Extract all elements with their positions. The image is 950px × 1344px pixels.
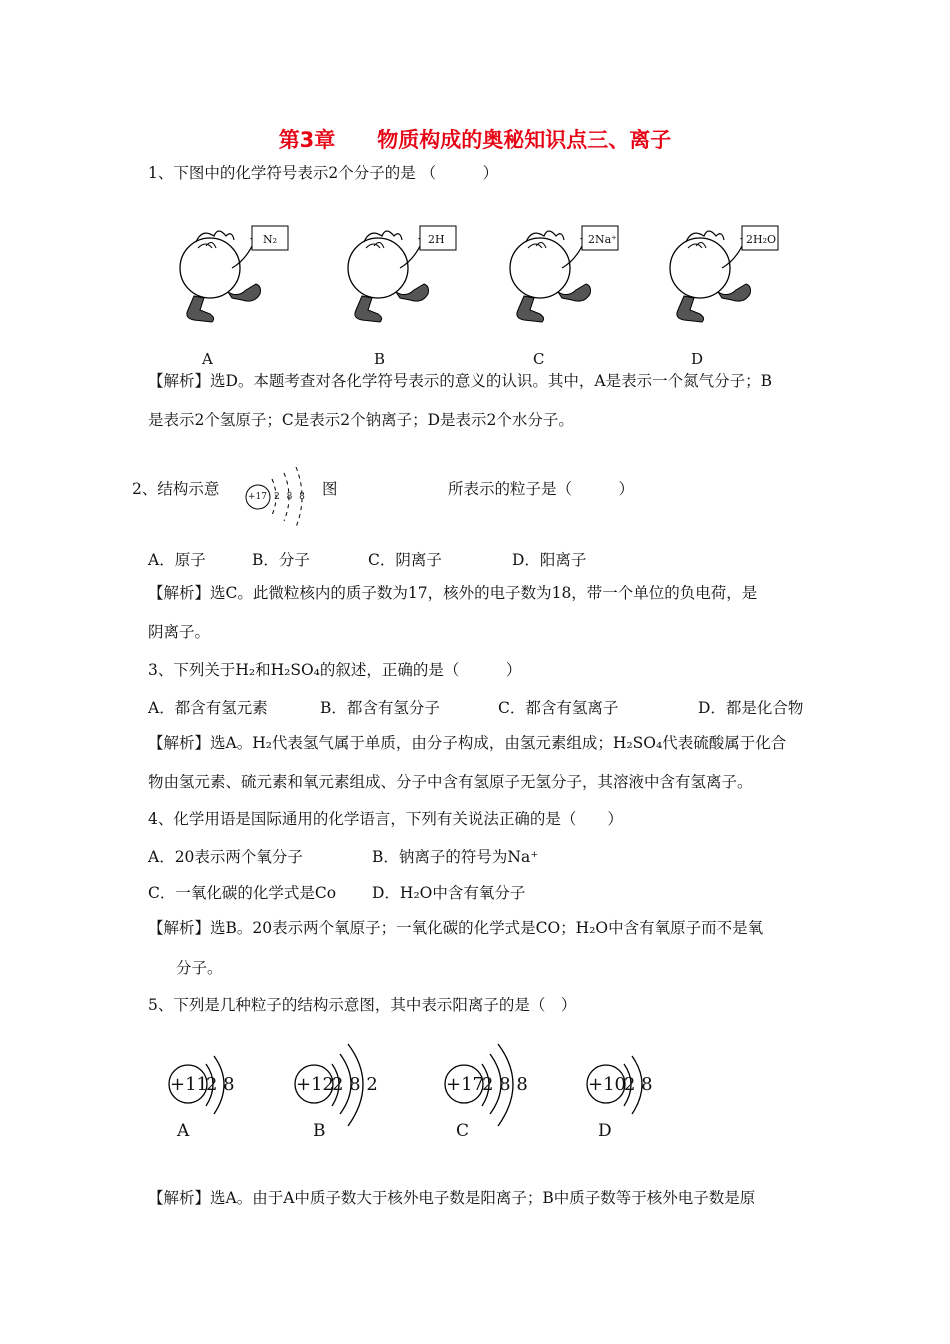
q3-option-c: C．都含有氢离子: [498, 699, 619, 717]
shell-label: 2 8: [206, 1074, 235, 1095]
question-4-text: 4、化学用语是国际通用的化学语言，下列有关说法正确的是（ ）: [148, 810, 623, 828]
diagram-label-d: D: [598, 1121, 612, 1141]
shell-label: 2 8 2: [332, 1074, 378, 1095]
analysis-2-line2: 阴离子。: [148, 623, 211, 641]
option-label-b: B: [374, 350, 386, 368]
diagram-label-b: B: [313, 1121, 326, 1141]
q2-option-a: A．原子: [148, 551, 206, 569]
nucleus-label: +17: [248, 492, 267, 502]
shell-label: 2 8 8: [482, 1074, 528, 1095]
analysis-3-line1: 【解析】选A。H₂代表氢气属于单质，由分子构成，由氢元素组成；H₂SO₄代表硫酸属于化合: [148, 734, 787, 752]
cartoon-b: [344, 220, 464, 325]
atom-diagram-d: [584, 1046, 664, 1130]
shell-label: 2 8: [624, 1074, 653, 1095]
card-text: 2H₂O: [746, 233, 777, 246]
q3-option-a: A．都含有氢元素: [148, 699, 268, 717]
cartoon-a: [176, 220, 296, 325]
q4-option-a: A．20表示两个氧分子: [148, 848, 303, 866]
analysis-1-line1: 【解析】选D。本题考查对各化学符号表示的意义的认识。其中，A是表示一个氮气分子；B: [148, 372, 773, 390]
atom-diagram-chlorine: [244, 465, 314, 533]
atom-diagram-a: [166, 1046, 246, 1130]
analysis-1-line2: 是表示2个氢原子；C是表示2个钠离子；D是表示2个水分子。: [148, 411, 574, 429]
option-label-c: C: [533, 350, 545, 368]
question-2-suffix: 图: [322, 480, 338, 498]
nucleus-label: +17: [446, 1074, 484, 1095]
nucleus-label: +11: [170, 1074, 208, 1095]
q4-option-c: C．一氧化碳的化学式是Co: [148, 884, 337, 902]
question-1-text: 1、下图中的化学符号表示2个分子的是 （ ）: [148, 164, 499, 182]
diagram-label-a: A: [177, 1121, 190, 1141]
q2-option-d: D．阳离子: [512, 551, 587, 569]
analysis-5-line1: 【解析】选A。由于A中质子数大于核外电子数是阳离子；B中质子数等于核外电子数是原: [148, 1189, 756, 1207]
card-text: 2Na⁺: [588, 233, 617, 246]
question-2-tail: 所表示的粒子是（ ）: [448, 480, 635, 498]
analysis-4-line2: 分子。: [176, 959, 223, 977]
page-title: 第3章 物质构成的奥秘知识点三、离子: [278, 128, 672, 152]
option-label-d: D: [691, 350, 704, 368]
q3-option-d: D．都是化合物: [698, 699, 804, 717]
q2-option-c: C．阴离子: [368, 551, 442, 569]
question-3-text: 3、下列关于H₂和H₂SO₄的叙述，正确的是（ ）: [148, 661, 522, 679]
analysis-2-line1: 【解析】选C。此微粒核内的质子数为17，核外的电子数为18，带一个单位的负电荷，是: [148, 584, 758, 602]
card-text: 2H: [428, 233, 445, 246]
nucleus-label: +12: [296, 1074, 334, 1095]
diagram-label-c: C: [456, 1121, 470, 1141]
question-2-prefix: 2、结构示意: [132, 480, 220, 498]
cartoon-d: [666, 220, 786, 325]
cartoon-c: [506, 220, 626, 325]
analysis-4-line1: 【解析】选B。20表示两个氧原子；一氧化碳的化学式是CO；H₂O中含有氧原子而不是氧: [148, 919, 764, 937]
analysis-3-line2: 物由氢元素、硫元素和氧元素组成、分子中含有氢原子无氢分子，其溶液中含有氢离子。: [148, 773, 753, 791]
nucleus-label: +10: [588, 1074, 626, 1095]
q4-option-d: D．H₂O中含有氧分子: [372, 884, 526, 902]
question-5-text: 5、下列是几种粒子的结构示意图，其中表示阳离子的是（ ）: [148, 996, 577, 1014]
q3-option-b: B．都含有氢分子: [320, 699, 440, 717]
card-text: N₂: [263, 233, 278, 246]
q2-option-b: B．分子: [252, 551, 310, 569]
option-label-a: A: [202, 350, 213, 368]
q4-option-b: B．钠离子的符号为Na⁺: [372, 848, 539, 866]
atom-diagram-b: [292, 1040, 392, 1136]
shell-label: 2 8 8: [274, 492, 307, 502]
